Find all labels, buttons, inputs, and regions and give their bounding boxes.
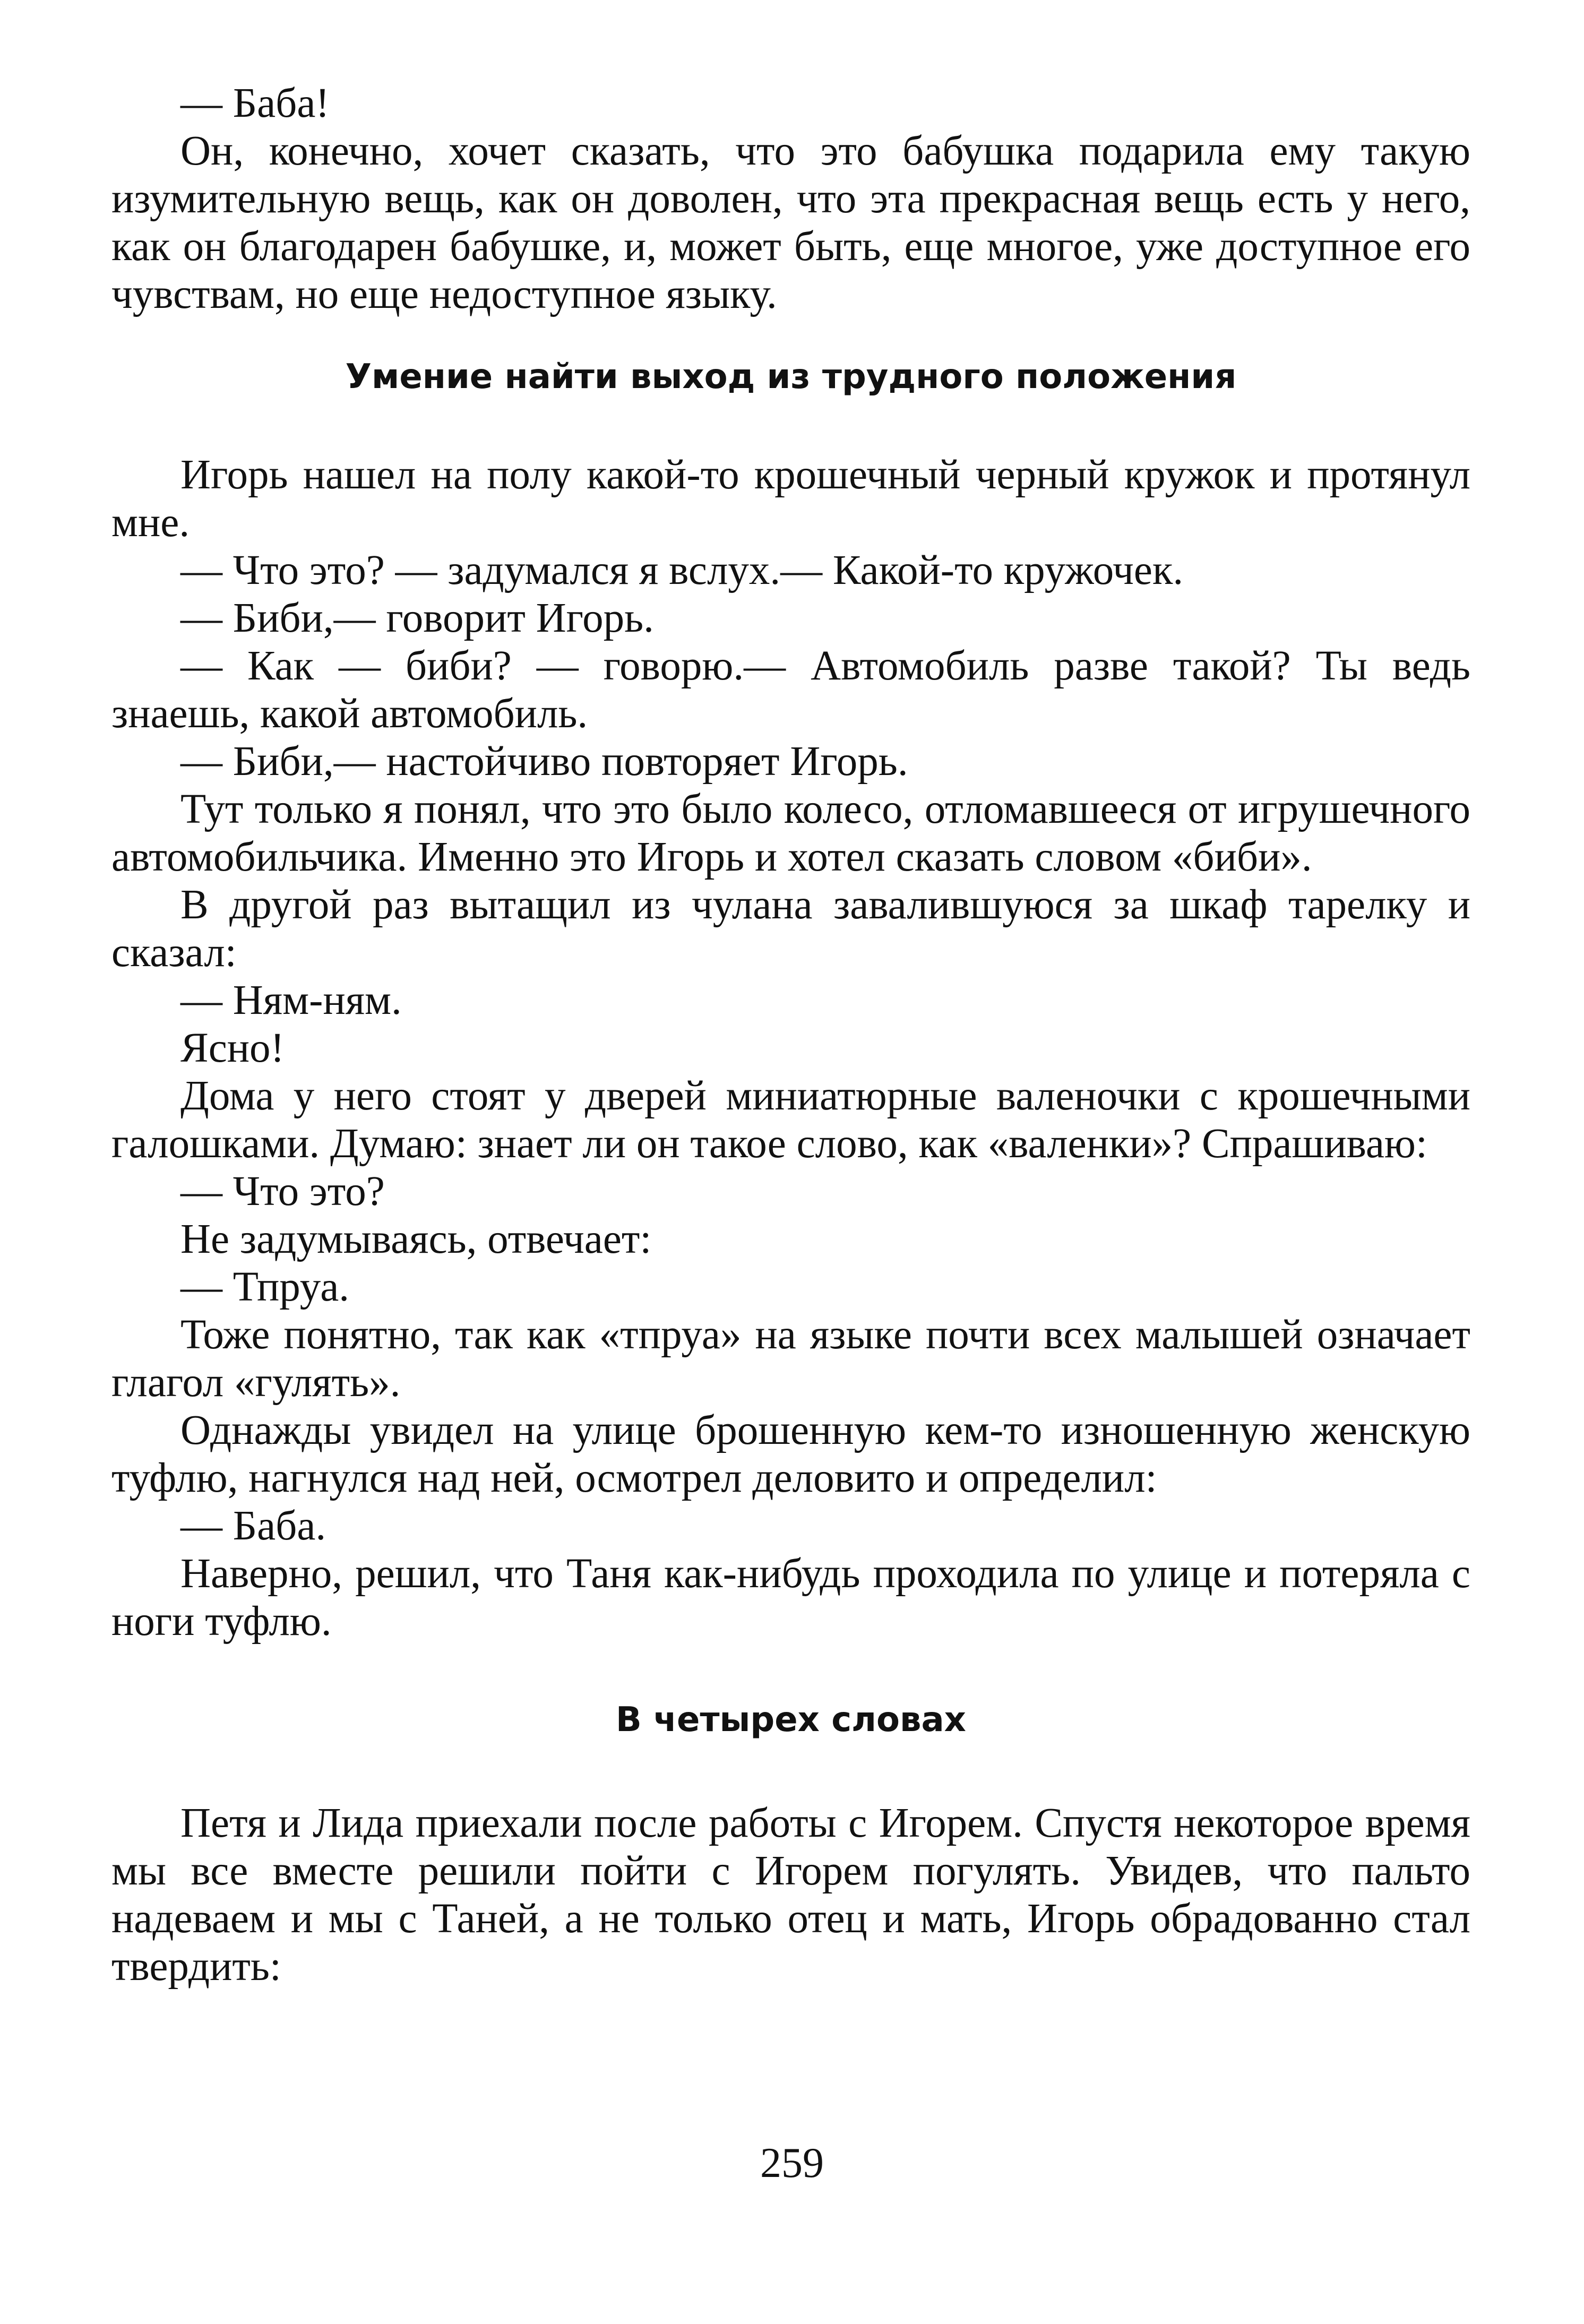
paragraph: Он, конечно, хочет сказать, что это бабушка подарила ему такую изумительную вещь, как он доволен, что эта прекрасная вещь есть у него, как он благодарен бабушке, и, может быть, еще многое, уже доступное его чувствам, но еще недоступное языку. bbox=[111, 128, 1470, 317]
paragraph: — Тпруа. bbox=[180, 1264, 350, 1310]
paragraph: — Биби,— настойчиво повторяет Игорь. bbox=[180, 738, 908, 785]
paragraph: — Ням-ням. bbox=[180, 977, 402, 1023]
paragraph: Петя и Лида приехали после работы с Игорем. Спустя некоторое время мы все вместе решили пойти с Игорем погулять. Увидев, что пальто надеваем и мы с Таней, а не только отец и мать, Игорь обрадованно стал твердить: bbox=[111, 1800, 1470, 1990]
paragraph: — Баба! bbox=[180, 80, 330, 126]
paragraph: Тоже понятно, так как «тпруа» на языке почти всех малышей означает глагол «гулять». bbox=[111, 1312, 1470, 1406]
paragraph: Не задумываясь, отвечает: bbox=[180, 1216, 652, 1262]
paragraph: Тут только я понял, что это было колесо, отломавшееся от игрушечного автомобильчика. Именно это Игорь и хотел сказать словом «биби». bbox=[111, 786, 1470, 880]
page-content bbox=[111, 80, 1470, 1991]
paragraph: — Биби,— говорит Игорь. bbox=[180, 595, 654, 641]
paragraph: Наверно, решил, что Таня как-нибудь проходила по улице и потеряла с ноги туфлю. bbox=[111, 1551, 1470, 1645]
paragraph: — Как — биби? — говорю.— Автомобиль разве такой? Ты ведь знаешь, какой автомобиль. bbox=[111, 643, 1470, 737]
paragraph: Ясно! bbox=[180, 1025, 285, 1071]
paragraph: — Что это? bbox=[180, 1168, 385, 1215]
paragraph: — Что это? — задумался я вслух.— Какой-то кружочек. bbox=[180, 547, 1184, 593]
paragraph: — Баба. bbox=[180, 1503, 326, 1549]
page-number: 259 bbox=[760, 2140, 824, 2187]
section-heading: В четырех словах bbox=[616, 1700, 966, 1740]
section-heading: Умение найти выход из трудного положения bbox=[345, 357, 1237, 397]
paragraph: В другой раз вытащил из чулана завалившуюся за шкаф тарелку и сказал: bbox=[111, 882, 1470, 976]
paragraph: Дома у него стоят у дверей миниатюрные валеночки с крошечными галошками. Думаю: знает ли он такое слово, как «валенки»? Спрашиваю: bbox=[111, 1073, 1470, 1167]
paragraph: Игорь нашел на полу какой-то крошечный черный кружок и протянул мне. bbox=[111, 452, 1470, 546]
paragraph: Однажды увидел на улице брошенную кем-то изношенную женскую туфлю, нагнулся над ней, осмотрел деловито и определил: bbox=[111, 1407, 1470, 1501]
